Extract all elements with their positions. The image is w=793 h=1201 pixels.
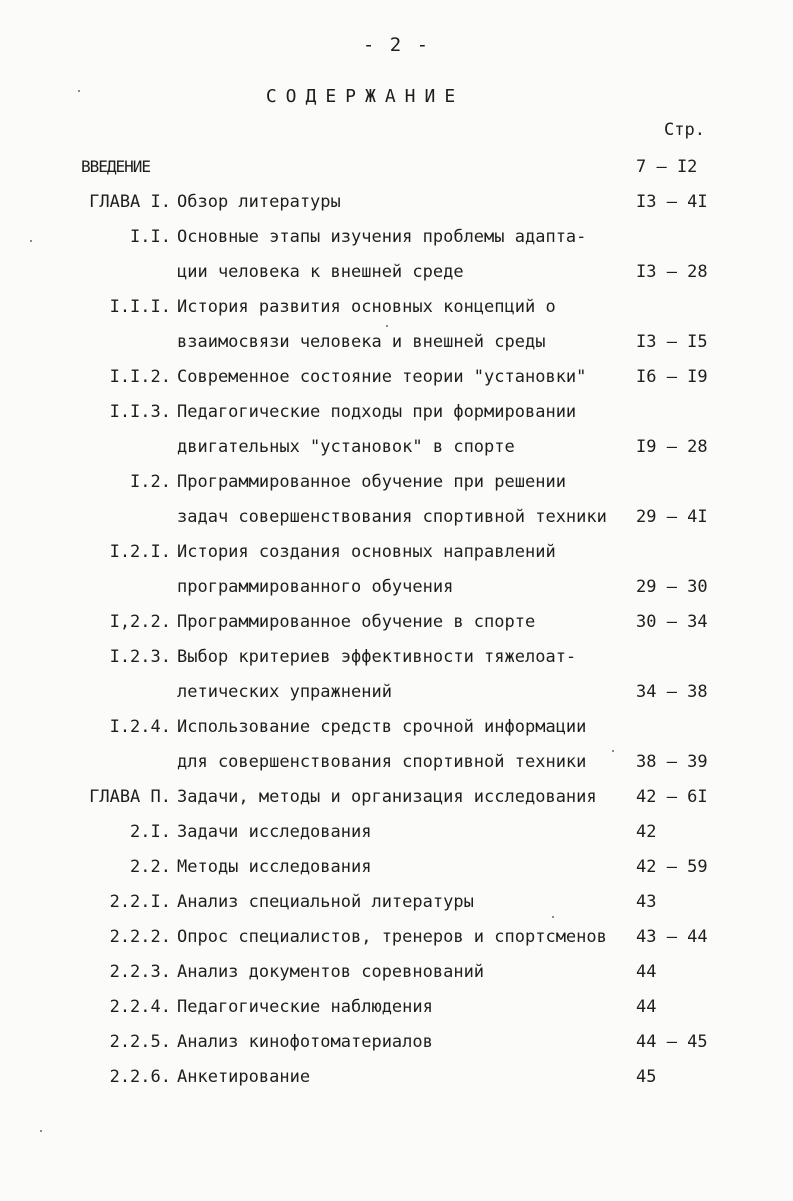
toc-page-range: I3 – 28 bbox=[636, 262, 708, 282]
toc-page-range: 34 – 38 bbox=[636, 682, 708, 702]
toc-row bbox=[0, 435, 793, 470]
toc-section-number: 2.2.2. bbox=[109, 927, 171, 947]
toc-page-range: 42 – 6I bbox=[636, 787, 708, 807]
toc-section-number: I.2.4. bbox=[109, 717, 171, 737]
toc-page-range: 44 bbox=[636, 962, 657, 982]
toc-page-range: 45 bbox=[636, 1067, 657, 1087]
toc-section-title: Программированное обучение в спорте bbox=[177, 612, 536, 632]
toc-section-number: 2.2.3. bbox=[109, 962, 171, 982]
paper-speck bbox=[386, 325, 388, 327]
toc-section-title: Использование средств срочной информации bbox=[177, 717, 587, 737]
toc-row bbox=[0, 750, 793, 785]
toc-section-title: взаимосвязи человека и внешней среды bbox=[177, 332, 546, 352]
toc-section-number: I.2. bbox=[130, 472, 171, 492]
toc-section-title: Педагогические наблюдения bbox=[177, 997, 433, 1017]
toc-section-title: двигательных "установок" в спорте bbox=[177, 437, 515, 457]
toc-section-number: ВВЕДЕНИЕ bbox=[81, 157, 151, 176]
toc-row bbox=[0, 1065, 793, 1100]
toc-section-title: Задачи исследования bbox=[177, 822, 372, 842]
toc-page-range: 44 – 45 bbox=[636, 1032, 708, 1052]
toc-section-number: 2.2.I. bbox=[109, 892, 171, 912]
toc-section-number: 2.I. bbox=[130, 822, 171, 842]
toc-row bbox=[0, 925, 793, 960]
toc-section-title: Анализ документов соревнований bbox=[177, 962, 485, 982]
toc-page-range: 29 – 30 bbox=[636, 577, 708, 597]
toc-page-range: 29 – 4I bbox=[636, 507, 708, 527]
toc-row bbox=[0, 785, 793, 820]
toc-section-number: I.2.I. bbox=[109, 542, 171, 562]
toc-row bbox=[0, 400, 793, 435]
toc-section-title: Педагогические подходы при формировании bbox=[177, 402, 577, 422]
toc-section-number: ГЛАВА I. bbox=[89, 192, 171, 212]
paper-speck bbox=[30, 240, 32, 242]
toc-page-range: 42 – 59 bbox=[636, 857, 708, 877]
toc-section-number: I.2.3. bbox=[109, 647, 171, 667]
toc-row bbox=[0, 610, 793, 645]
paper-speck bbox=[40, 1130, 42, 1132]
toc-row bbox=[0, 960, 793, 995]
toc-section-title: История развития основных концепций о bbox=[177, 297, 556, 317]
page-number: - 2 - bbox=[362, 34, 431, 56]
pages-column-label: Стр. bbox=[664, 120, 705, 140]
toc-row bbox=[0, 155, 793, 190]
toc-section-title: Анкетирование bbox=[177, 1067, 311, 1087]
toc-section-title: летических упражнений bbox=[177, 682, 392, 702]
paper-speck bbox=[612, 750, 614, 752]
toc-section-title: задач совершенствования спортивной техники bbox=[177, 507, 607, 527]
toc-page-range: 38 – 39 bbox=[636, 752, 708, 772]
toc-row bbox=[0, 680, 793, 715]
toc-row bbox=[0, 1030, 793, 1065]
toc-section-title: Современное состояние теории "установки" bbox=[177, 367, 587, 387]
toc-page-range: I3 – 4I bbox=[636, 192, 708, 212]
toc-page-range: I6 – I9 bbox=[636, 367, 708, 387]
toc-section-title: Анализ кинофотоматериалов bbox=[177, 1032, 433, 1052]
paper-speck bbox=[78, 90, 80, 92]
toc-row bbox=[0, 225, 793, 260]
toc-section-number: 2.2. bbox=[130, 857, 171, 877]
toc-row bbox=[0, 890, 793, 925]
toc-section-title: Методы исследования bbox=[177, 857, 372, 877]
toc-row bbox=[0, 575, 793, 610]
toc-section-number: I.I.2. bbox=[109, 367, 171, 387]
toc-page-range: 44 bbox=[636, 997, 657, 1017]
toc-page-range: 7 – I2 bbox=[636, 157, 698, 177]
toc-page-range: 42 bbox=[636, 822, 657, 842]
toc-page-range: 43 bbox=[636, 892, 657, 912]
toc-section-number: 2.2.5. bbox=[109, 1032, 171, 1052]
toc-row bbox=[0, 715, 793, 750]
toc-section-number: 2.2.4. bbox=[109, 997, 171, 1017]
toc-section-number: 2.2.6. bbox=[109, 1067, 171, 1087]
toc-row bbox=[0, 190, 793, 225]
toc-section-number: I.I.I. bbox=[109, 297, 171, 317]
paper-speck bbox=[552, 916, 554, 918]
toc-row bbox=[0, 645, 793, 680]
toc-section-title: Анализ специальной литературы bbox=[177, 892, 474, 912]
toc-row bbox=[0, 855, 793, 890]
toc-section-title: Задачи, методы и организация исследования bbox=[177, 787, 597, 807]
toc-row bbox=[0, 995, 793, 1030]
toc-row bbox=[0, 330, 793, 365]
table-of-contents bbox=[0, 155, 793, 1100]
toc-page-range: 43 – 44 bbox=[636, 927, 708, 947]
toc-section-title: История создания основных направлений bbox=[177, 542, 556, 562]
toc-row bbox=[0, 365, 793, 400]
toc-section-title: программированного обучения bbox=[177, 577, 454, 597]
toc-section-number: I.I. bbox=[130, 227, 171, 247]
toc-page-range: 30 – 34 bbox=[636, 612, 708, 632]
toc-row bbox=[0, 505, 793, 540]
toc-page-range: I3 – I5 bbox=[636, 332, 708, 352]
toc-row bbox=[0, 260, 793, 295]
toc-row bbox=[0, 820, 793, 855]
toc-section-number: I.I.3. bbox=[109, 402, 171, 422]
toc-section-title: Опрос специалистов, тренеров и спортсменов bbox=[177, 927, 607, 947]
toc-section-title: Программированное обучение при решении bbox=[177, 472, 566, 492]
toc-row bbox=[0, 295, 793, 330]
toc-section-number: I,2.2. bbox=[109, 612, 171, 632]
toc-section-title: Обзор литературы bbox=[177, 192, 341, 212]
toc-row bbox=[0, 540, 793, 575]
toc-page-range: I9 – 28 bbox=[636, 437, 708, 457]
toc-section-title: для совершенствования спортивной техники bbox=[177, 752, 587, 772]
toc-section-number: ГЛАВА П. bbox=[89, 787, 171, 807]
toc-section-title: ции человека к внешней среде bbox=[177, 262, 464, 282]
toc-section-title: Основные этапы изучения проблемы адапта- bbox=[177, 227, 587, 247]
toc-section-title: Выбор критериев эффективности тяжелоат- bbox=[177, 647, 577, 667]
toc-heading: СОДЕРЖАНИЕ bbox=[265, 86, 465, 107]
toc-row bbox=[0, 470, 793, 505]
